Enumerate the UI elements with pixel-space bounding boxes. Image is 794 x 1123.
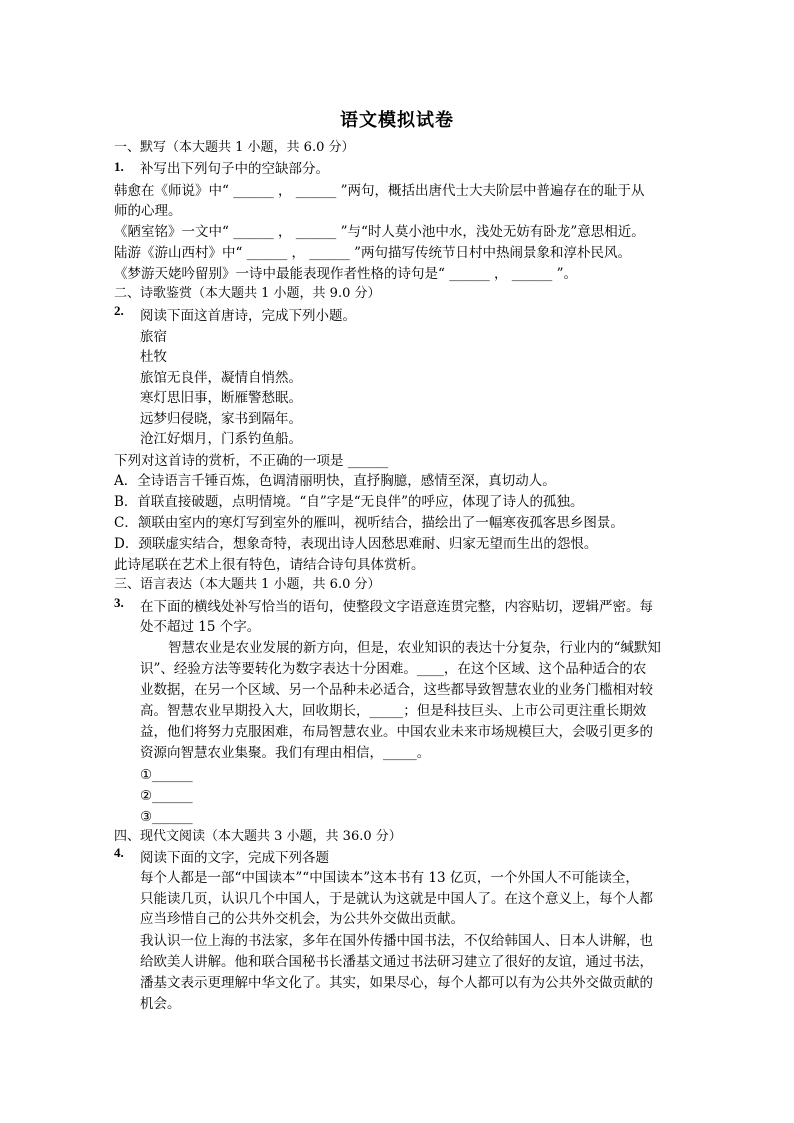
section-heading-4: 四、现代文阅读（本大题共 3 小题，共 36.0 分） (114, 829, 402, 844)
q3-text-line-1: 智慧农业是农业发展的新方向，但是，农业知识的表达十分复杂，行业内的“缄默知 (168, 640, 661, 656)
q2-stem: 阅读下面这首唐诗，完成下列小题。 (140, 308, 356, 324)
question-number-1: 1. (114, 159, 124, 174)
option-c: C．颔联由室内的寒灯写到室外的雁叫，视听结合，描绘出了一幅寒夜孤客思乡图景。 (114, 515, 624, 531)
option-d: D．颈联虚实结合，想象奇特，表现出诗人因愁思难耐、归家无望而生出的怨恨。 (114, 536, 598, 552)
poem-line-1: 旅馆无良伴，凝情自悄然。 (140, 370, 302, 386)
q1-stem: 补写出下列句子中的空缺部分。 (140, 161, 329, 177)
q4-text-line-3: 应当珍惜自己的公共外交机会，为公共外交做出贡献。 (140, 911, 464, 927)
option-a: A．全诗语言千锤百炼，色调清丽明快，直抒胸臆，感情至深，真切动人。 (114, 473, 556, 489)
answer-blank-1: ①______ (140, 767, 193, 783)
q4-text-line-6: 潘基文表示更理解中华文化了。其实，如果尽心，每个人都可以有为公共外交做贡献的 (140, 975, 653, 991)
q4-stem: 阅读下面的文字，完成下列各题 (140, 850, 329, 866)
question-number-4: 4. (114, 845, 124, 860)
q4-text-line-5: 给欧美人讲解。他和联合国秘书长潘基文通过书法研习建立了很好的友谊，通过书法， (140, 954, 653, 970)
q3-text-line-6: 资源向智慧农业集聚。我们有理由相信，_____。 (140, 745, 431, 761)
q1-line-4: 陆游《游山西村》中“ ______ ， ______ ”两句描写传统节日村中热闹景象和淳朴民风。 (114, 245, 631, 261)
q1-line-5: 《梦游天姥吟留别》一诗中最能表现作者性格的诗句是“ ______ ， ______ ”。 (114, 266, 577, 282)
q2-question-2: 此诗尾联在艺术上很有特色，请结合诗句具体赏析。 (114, 557, 425, 573)
section-heading-3: 三、语言表达（本大题共 1 小题，共 6.0 分） (114, 577, 381, 592)
q4-text-line-1: 每个人都是一部“中国读本”“中国读本”这本书有 13 亿页，一个外国人不可能读全， (140, 870, 639, 886)
q3-text-line-4: 高。智慧农业早期投入大，回收期长，_____；但是科技巨头、上市公司更注重长期效 (140, 703, 647, 719)
page-title: 语文模拟试卷 (340, 110, 454, 131)
answer-blank-3: ③______ (140, 809, 193, 825)
q4-text-line-4: 我认识一位上海的书法家，多年在国外传播中国书法，不仅给韩国人、日本人讲解，也 (140, 933, 653, 949)
q1-line-3: 《陋室铭》一文中“ ______ ， ______ ”与“时人莫小池中水，浅处无妨有卧龙”意思相近。 (114, 224, 645, 240)
answer-blank-2: ②______ (140, 788, 193, 804)
q1-line-1: 韩愈在《师说》中“ ______ ， ______ ”两句，概括出唐代士大夫阶层中普遍存在的耻于从 (114, 183, 645, 199)
question-number-3: 3. (114, 595, 124, 610)
poem-author: 杜牧 (140, 349, 167, 365)
q3-text-line-5: 益，他们将努力克服困难，布局智慧农业。中国农业未来市场规模巨大，会吸引更多的 (140, 724, 653, 740)
q4-text-line-7: 机会。 (140, 996, 181, 1012)
q4-text-line-2: 只能读几页，认识几个中国人，于是就认为这就是中国人了。在这个意义上，每个人都 (140, 891, 653, 907)
poem-line-2: 寒灯思旧事，断雁警愁眠。 (140, 390, 302, 406)
option-b: B．首联直接破题，点明情境。“自”字是“无良伴”的呼应，体现了诗人的孤独。 (114, 494, 584, 510)
q1-line-2: 师的心理。 (114, 203, 182, 219)
q3-stem-line-2: 处不超过 15 个字。 (140, 619, 261, 635)
poem-line-4: 沧江好烟月，门系钓鱼船。 (140, 431, 302, 447)
poem-title: 旅宿 (140, 329, 167, 345)
section-heading-1: 一、默写（本大题共 1 小题，共 6.0 分） (114, 140, 355, 155)
section-heading-2: 二、诗歌鉴赏（本大题共 1 小题，共 9.0 分） (114, 286, 381, 301)
q3-text-line-3: 业数据，在另一个区域、另一个品种未必适合，这些都导致智慧农业的业务门槛相对较 (140, 682, 653, 698)
poem-line-3: 远梦归侵晓，家书到隔年。 (140, 411, 302, 427)
q3-stem-line-1: 在下面的横线处补写恰当的语句，使整段文字语意连贯完整，内容贴切，逻辑严密。每 (140, 599, 653, 615)
question-number-2: 2. (114, 303, 124, 318)
q3-text-line-2: 识”、经验方法等要转化为数字表达十分困难。____，在这个区域、这个品种适合的农 (140, 661, 647, 677)
q2-question: 下列对这首诗的赏析，不正确的一项是 ______ (114, 453, 389, 469)
